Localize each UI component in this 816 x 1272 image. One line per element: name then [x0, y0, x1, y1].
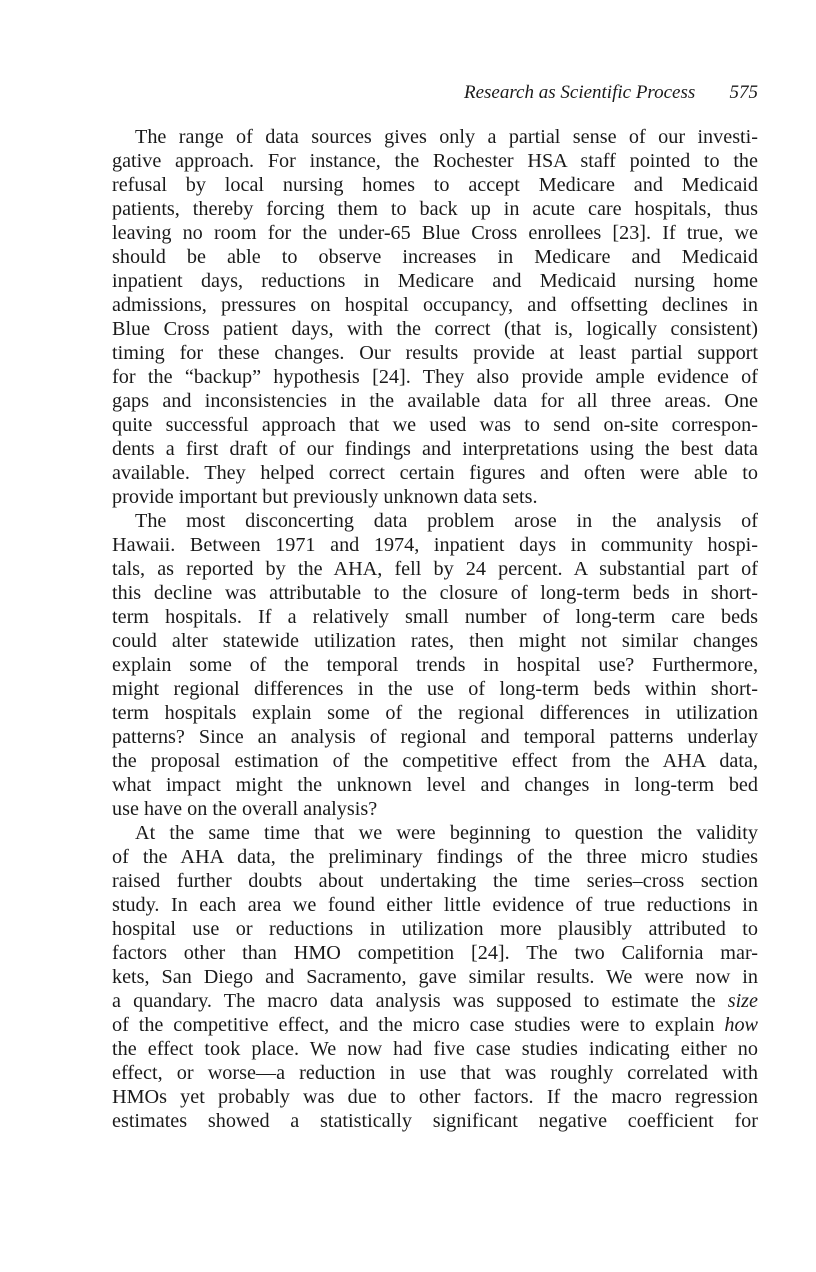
text-line: patterns? Since an analysis of regional and temporal patterns underlay: [112, 726, 758, 748]
text-line: explain some of the temporal trends in hospital use? Furthermore,: [112, 654, 758, 676]
text-line: factors other than HMO competition [24]. The two California mar-: [112, 942, 758, 964]
text-line: of the AHA data, the preliminary findings of the three micro studies: [112, 846, 758, 868]
text-line-with-emphasis: [112, 989, 758, 1013]
text-line: quite successful approach that we used was to send on-site correspon-: [112, 414, 758, 436]
text-line: what impact might the unknown level and changes in long-term bed: [112, 774, 758, 796]
text-line: use have on the overall analysis?: [112, 798, 378, 820]
text-line: raised further doubts about undertaking the time series–cross section: [112, 870, 758, 892]
text-line: the proposal estimation of the competitive effect from the AHA data,: [112, 750, 758, 772]
text-line: timing for these changes. Our results provide at least partial support: [112, 342, 758, 364]
running-title: Research as Scientific Process: [464, 82, 696, 103]
text-line: this decline was attributable to the closure of long-term beds in short-: [112, 582, 758, 604]
text-line: provide important but previously unknown data sets.: [112, 486, 538, 508]
text-line: refusal by local nursing homes to accept Medicare and Medicaid: [112, 174, 758, 196]
text-line: estimates showed a statistically significant negative coefficient for: [112, 1110, 758, 1132]
running-head: [464, 80, 758, 106]
paragraph-1: [112, 125, 758, 509]
text-line: At the same time that we were beginning to question the validity: [135, 822, 758, 844]
text-line: available. They helped correct certain figures and often were able to: [112, 462, 758, 484]
body-text: [112, 125, 758, 1133]
text-line: tals, as reported by the AHA, fell by 24 percent. A substantial part of: [112, 558, 758, 580]
text-line: might regional differences in the use of long-term beds within short-: [112, 678, 758, 700]
text-line: effect, or worse—a reduction in use that was roughly correlated with: [112, 1062, 758, 1084]
text-line-with-emphasis: [112, 1013, 758, 1037]
text-line: hospital use or reductions in utilization more plausibly attributed to: [112, 918, 758, 940]
emphasis-how: how: [724, 1014, 758, 1036]
text-line: The most disconcerting data problem arose in the analysis of: [135, 510, 758, 532]
text-line: for the “backup” hypothesis [24]. They also provide ample evidence of: [112, 366, 758, 388]
text-line: patients, thereby forcing them to back up in acute care hospitals, thus: [112, 198, 758, 220]
text-line: study. In each area we found either little evidence of true reductions in: [112, 894, 758, 916]
emphasis-size: size: [727, 990, 758, 1012]
text-line: the effect took place. We now had five case studies indicating either no: [112, 1038, 758, 1060]
text-line: HMOs yet probably was due to other factors. If the macro regression: [112, 1086, 758, 1108]
text-line: could alter statewide utilization rates, then might not similar changes: [112, 630, 758, 652]
paragraph-2: [112, 509, 758, 821]
text-line: gaps and inconsistencies in the available data for all three areas. One: [112, 390, 758, 412]
text-line: The range of data sources gives only a partial sense of our investi-: [135, 126, 758, 148]
text-line: kets, San Diego and Sacramento, gave similar results. We were now in: [112, 966, 758, 988]
text-line: Blue Cross patient days, with the correct (that is, logically consistent): [112, 318, 758, 340]
text-segment: of the competitive effect, and the micro case studies were to explain: [112, 1014, 715, 1036]
text-line: admissions, pressures on hospital occupancy, and offsetting declines in: [112, 294, 758, 316]
text-line: Hawaii. Between 1971 and 1974, inpatient days in community hospi-: [112, 534, 758, 556]
text-line: term hospitals explain some of the regional differences in utilization: [112, 702, 758, 724]
paragraph-3: [112, 821, 758, 1133]
text-segment: a quandary. The macro data analysis was supposed to estimate the: [112, 990, 716, 1012]
text-line: term hospitals. If a relatively small number of long-term care beds: [112, 606, 758, 628]
text-line: inpatient days, reductions in Medicare and Medicaid nursing home: [112, 270, 758, 292]
text-line: gative approach. For instance, the Rochester HSA staff pointed to the: [112, 150, 758, 172]
page-number: 575: [729, 82, 758, 103]
text-line: leaving no room for the under-65 Blue Cross enrollees [23]. If true, we: [112, 222, 758, 244]
text-line: should be able to observe increases in Medicare and Medicaid: [112, 246, 758, 268]
text-line: dents a first draft of our findings and interpretations using the best data: [112, 438, 758, 460]
